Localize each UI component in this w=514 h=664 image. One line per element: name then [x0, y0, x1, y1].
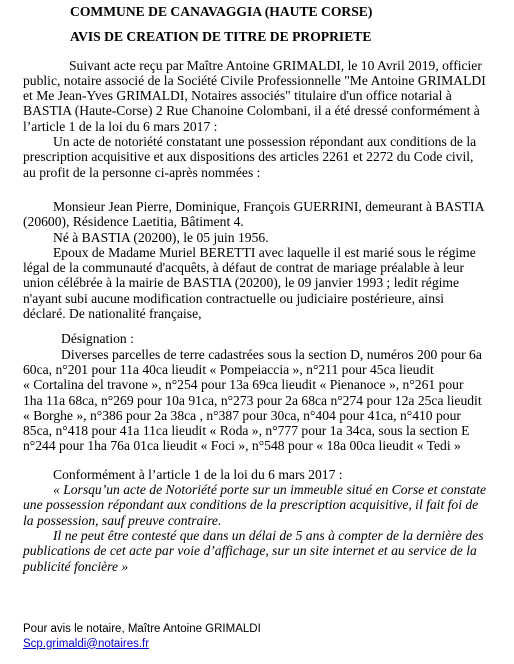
intro-line: BASTIA (Haute-Corse) 2 Rue Chanoine Colombani, il a été dressé conformément à — [23, 103, 480, 119]
intro-paragraph — [23, 58, 496, 134]
designation-line: « Cortalina del travone », n°254 pour 13a 69ca lieudit « Pienanoce », n°261 pour — [23, 377, 464, 393]
spouse-line: n'ayant subi aucune modification contractuelle ou judiciaire postérieure, ainsi — [23, 290, 445, 306]
law-quote-line: la possession, sauf preuve contraire. — [23, 512, 222, 528]
notice-title: AVIS DE CREATION DE TITRE DE PROPRIETE — [70, 29, 372, 45]
footer — [23, 622, 261, 651]
law-quote-line: Il ne peut être contesté que dans un délai de 5 ans à compter de la dernière des — [53, 527, 484, 543]
person-paragraph — [23, 199, 496, 245]
spouse-line: déclaré. De nationalité française, — [23, 306, 202, 322]
spouse-line: légal de la communauté d'acquêts, à défaut de contrat de mariage préalable à leur — [23, 260, 465, 276]
notoriety-paragraph — [23, 134, 496, 180]
email-link[interactable]: Scp.grimaldi@notaires.fr — [23, 637, 150, 650]
commune-heading: COMMUNE DE CANAVAGGIA (HAUTE CORSE) — [70, 4, 373, 19]
law-section — [23, 467, 496, 574]
intro-line: public, notaire associé de la Société Civile Professionnelle "Me Antoine GRIMALDI — [23, 72, 486, 88]
person-line: Monsieur Jean Pierre, Dominique, François GUERRINI, demeurant à BASTIA — [53, 198, 485, 214]
intro-line: Suivant acte reçu par Maître Antoine GRIMALDI, le 10 Avril 2019, officier — [69, 57, 482, 73]
designation-section — [23, 331, 496, 453]
designation-heading: Désignation : — [61, 331, 134, 347]
designation-line: Diverses parcelles de terre cadastrées sous la section D, numéros 200 pour 6a — [61, 346, 482, 362]
spouse-paragraph — [23, 245, 496, 321]
designation-line: 1ha 11a 68ca, n°269 pour 10a 91ca, n°273 pour 2a 68ca n°274 pour 12a 25ca lieudit — [23, 392, 482, 408]
signature-line: Pour avis le notaire, Maître Antoine GRIMALDI — [23, 623, 261, 635]
notice-document — [23, 4, 496, 574]
law-quote-line: une possession répondant aux conditions de la prescription acquisitive, il fait foi de — [23, 497, 479, 513]
designation-line: 85ca, n°418 pour 41a 11ca lieudit « Roda », n°777 pour 1a 34ca, sous la section E — [23, 423, 470, 439]
notoriety-line: Un acte de notoriété constatant une possession répondant aux conditions de la — [53, 134, 477, 150]
law-quote-line: publications de cet acte par voie d’affichage, sur un site internet et au service de la — [23, 543, 477, 559]
person-line: (20600), Résidence Laetitia, Bâtiment 4. — [23, 214, 244, 230]
intro-line: et Me Jean-Yves GRIMALDI, Notaires associés" titulaire d'un office notarial à — [23, 88, 452, 104]
designation-line: n°244 pour 1ha 76a 01ca lieudit « Foci », n°548 pour « 18a 00ca lieudit « Tedi » — [23, 438, 461, 454]
notoriety-line: prescription acquisitive et aux dispositions des articles 2261 et 2272 du Code civil, — [23, 149, 474, 165]
spouse-line: union célébrée à la mairie de BASTIA (20200), le 09 janvier 1993 ; ledit régime — [23, 275, 459, 291]
designation-line: « Borghe », n°386 pour 2a 38ca , n°387 pour 30ca, n°404 pour 41ca, n°410 pour — [23, 407, 461, 423]
law-quote-line: publicité foncière » — [23, 558, 129, 574]
person-birth: Né à BASTIA (20200), le 05 juin 1956. — [53, 229, 269, 245]
spouse-line: Epoux de Madame Muriel BERETTI avec laquelle il est marié sous le régime — [53, 244, 476, 260]
law-quote-line: « Lorsqu’un acte de Notoriété porte sur un immeuble situé en Corse et constate — [53, 482, 487, 498]
intro-line: l’article 1 de la loi du 6 mars 2017 : — [23, 118, 218, 134]
designation-line: 60ca, n°201 pour 11a 40ca lieudit « Pompeiaccia », n°211 pour 45ca lieudit — [23, 361, 434, 377]
notoriety-line: au profit de la personne ci-après nommées : — [23, 164, 261, 180]
law-intro: Conformément à l’article 1 de la loi du 6 mars 2017 : — [53, 466, 343, 482]
